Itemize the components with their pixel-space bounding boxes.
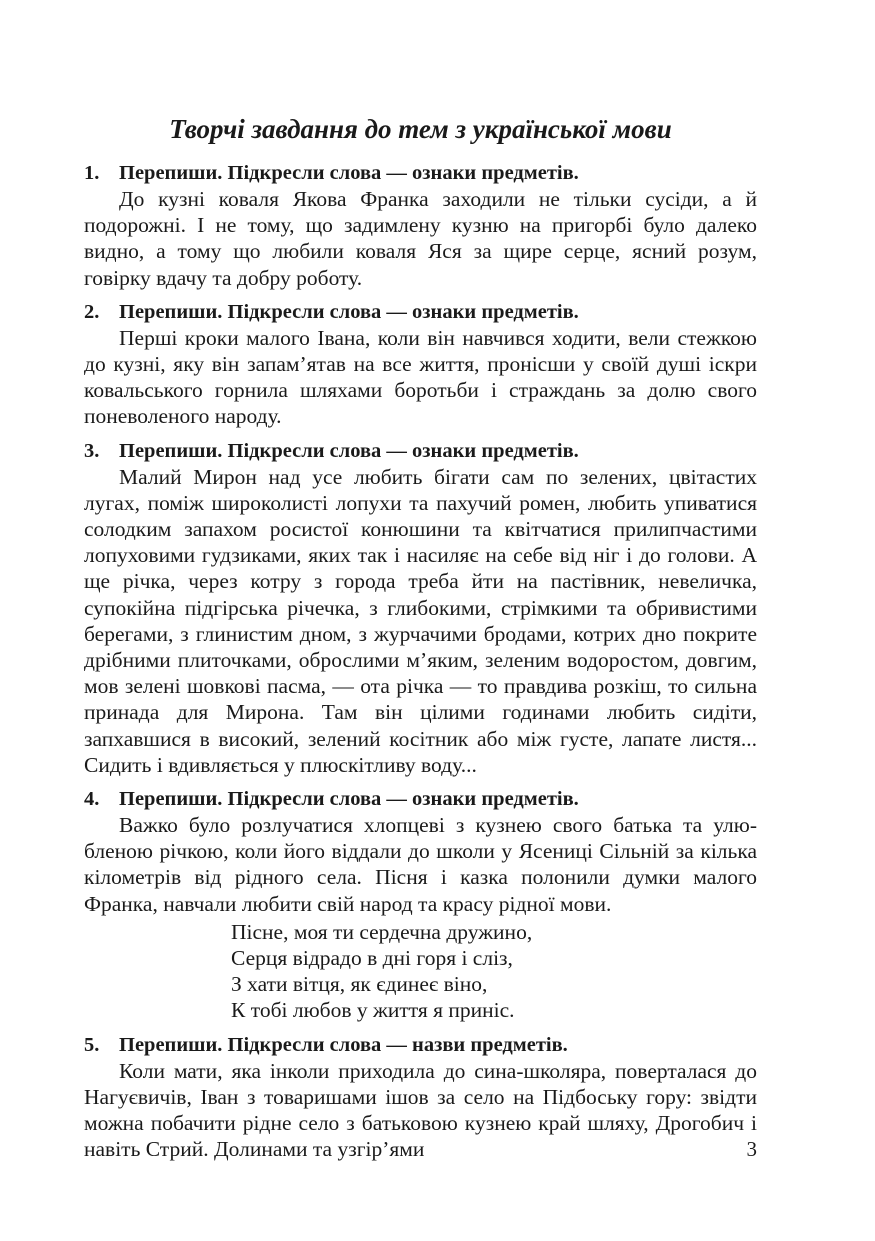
poem-line: Пісне, моя ти сердечна дружино, bbox=[231, 919, 533, 944]
task-heading bbox=[84, 438, 757, 464]
task-number: 1. bbox=[84, 162, 100, 184]
poem-line: К тобі любов у життя я приніс. bbox=[231, 998, 515, 1023]
task-text: Коли мати, яка інколи приходила до сина-школяра, поверталася до Нагуєвичів, Іван з товаришами ішов за село на Підбоську гору: звідти можна побачити рідне село з батьковою кузнею край шляху, Дрогобич і навіть Стрий. Долинами та узгір’ями bbox=[84, 1058, 757, 1162]
page-content bbox=[84, 112, 757, 1163]
task-heading bbox=[84, 786, 757, 812]
poem-line: З хати вітця, як єдинеє віно, bbox=[231, 972, 488, 997]
task-instruction: Перепиши. Підкресли слова — ознаки предметів. bbox=[119, 439, 579, 462]
task-text: Перші кроки малого Івана, коли він навчився ходити, вели стежкою до кузні, яку він запам’ятав на все життя, пронісши у своїй душі іскри ковальського горнила шляхами боротьби і страждань за долю свого поневоленого народу. bbox=[84, 325, 757, 429]
task-text: Важко було розлучатися хлопцеві з кузнею свого батька та улюбленою річкою, коли його віддали до школи у Ясениці Сільній за кілька кілометрів від рідного села. Пісня і казка полонили думки малого Франка, навчали любити свій народ та красу рідної мови. bbox=[84, 813, 757, 916]
task-number: 4. bbox=[84, 788, 100, 811]
task-text: Малий Мирон над усе любить бігати сам по зелених, цвітастих лугах, поміж широколисті лопухи та пахучий ромен, любить упиватися солодким запахом росистої конюшини та квітчатися прилипчастими лопуховими гудзиками, яких так і насиляє на себе від ніг і до голови. А ще річка, через котру з города треба йти на пастівник, невеличка, супокійна підгірська річечка, з глибокими, стрімкими та обривистими берегами, з глинистим дном, з журчачими бродами, котрих дно покрите дрібними плиточками, оброслими м’яким, зеленим водоростом, довгим, мов зелені шовкові пасма, — ота річка — то правдива розкіш, то сильна принада для Мирона. Там він цілими годинами любить сидіти, запхавшися в високий, зелений косітник або між густе, лапате листя... Сидить і вдивляється у плюскітливу воду... bbox=[84, 464, 757, 777]
task-instruction: Перепиши. Підкресли слова — ознаки предметів. bbox=[119, 300, 579, 323]
task-5 bbox=[84, 1032, 757, 1163]
task-1 bbox=[84, 160, 757, 291]
task-4 bbox=[84, 786, 757, 1024]
task-instruction: Перепиши. Підкресли слова — назви предметів. bbox=[119, 1033, 568, 1056]
task-heading bbox=[84, 1032, 757, 1058]
task-number: 3. bbox=[84, 439, 100, 462]
task-text: До кузні коваля Якова Франка заходили не тільки сусіди, а й подорожні. І не тому, що задимлену кузню на пригорбі було далеко видно, а тому що любили коваля Яся за щире серце, ясний розум, говірку вдачу та добру роботу. bbox=[84, 187, 757, 290]
task-number: 5. bbox=[84, 1033, 100, 1056]
task-number: 2. bbox=[84, 300, 100, 323]
poem-line: Серця відрадо в дні горя і сліз, bbox=[231, 946, 513, 971]
task-3 bbox=[84, 438, 757, 778]
task-heading bbox=[84, 299, 757, 325]
page-title: Творчі завдання до тем з української мови bbox=[169, 114, 672, 144]
task-instruction: Перепиши. Підкресли слова — ознаки предметів. bbox=[119, 788, 579, 811]
poem bbox=[231, 919, 757, 1024]
task-heading bbox=[84, 160, 757, 186]
task-2 bbox=[84, 299, 757, 430]
page-number: 3 bbox=[746, 1137, 757, 1161]
task-instruction: Перепиши. Підкресли слова — ознаки предметів. bbox=[119, 162, 579, 184]
